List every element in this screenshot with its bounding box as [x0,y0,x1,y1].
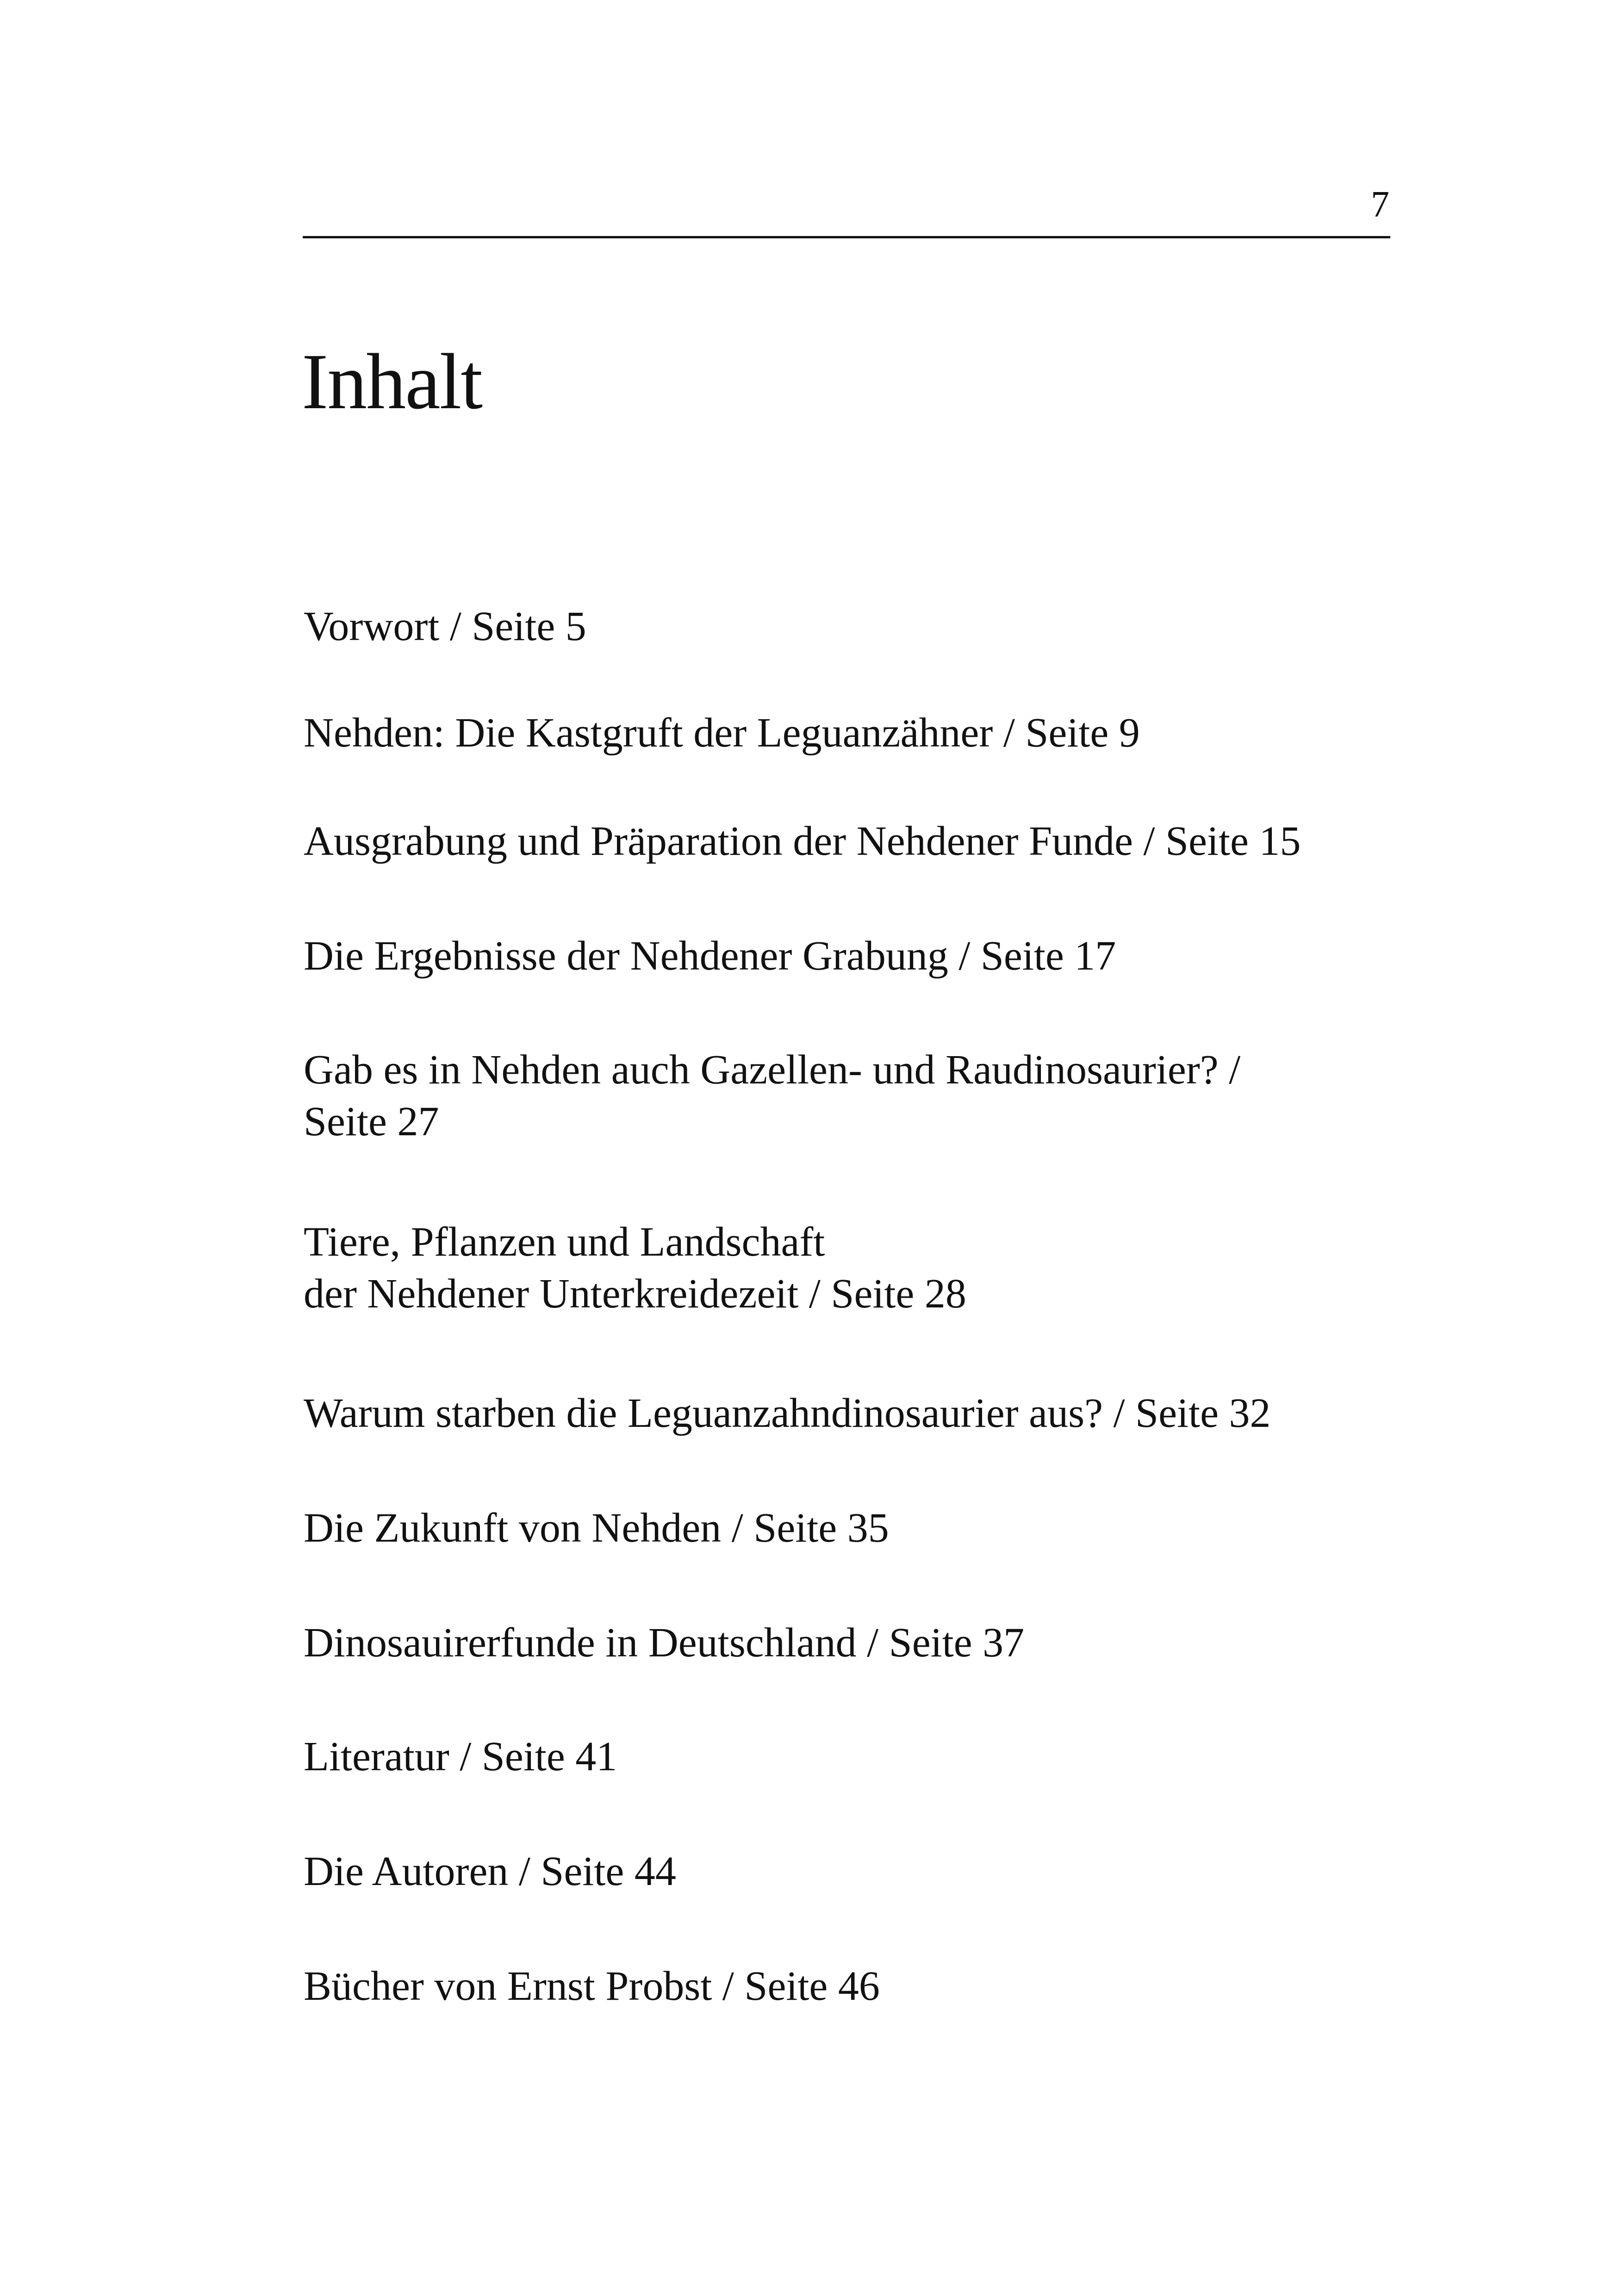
toc-entry-tiere-line-1: Tiere, Pflanzen und Landschaft [304,1219,825,1265]
toc-entry-zukunft: Die Zukunft von Nehden / Seite 35 [304,1505,889,1551]
toc-entry-ausgrabung: Ausgrabung und Präparation der Nehdener Funde / Seite 15 [304,818,1301,864]
toc-entry-ergebnisse: Die Ergebnisse der Nehdener Grabung / Seite 17 [304,933,1116,979]
toc-entry-literatur: Literatur / Seite 41 [304,1734,617,1780]
toc-entry-autoren: Die Autoren / Seite 44 [304,1848,676,1894]
toc-entry-kastgruft: Nehden: Die Kastgruft der Leguanzähner / Seite 9 [304,710,1140,756]
toc-entry-vorwort: Vorwort / Seite 5 [304,604,586,649]
toc-entry-dinosaurierfunde: Dinosauirerfunde in Deutschland / Seite 37 [304,1620,1025,1666]
toc-entry-buecher: Bücher von Ernst Probst / Seite 46 [304,1963,880,2009]
toc-entry-gazellen-line-2: Seite 27 [304,1099,439,1145]
toc-entry-gazellen-line-1: Gab es in Nehden auch Gazellen- und Raudinosaurier? / [304,1047,1241,1093]
toc-entry-tiere-line-2: der Nehdener Unterkreidezeit / Seite 28 [304,1271,966,1317]
toc-entry-warum: Warum starben die Leguanzahndinosaurier aus? / Seite 32 [304,1390,1271,1436]
page-number: 7 [1371,184,1389,225]
page-title: Inhalt [302,338,482,426]
